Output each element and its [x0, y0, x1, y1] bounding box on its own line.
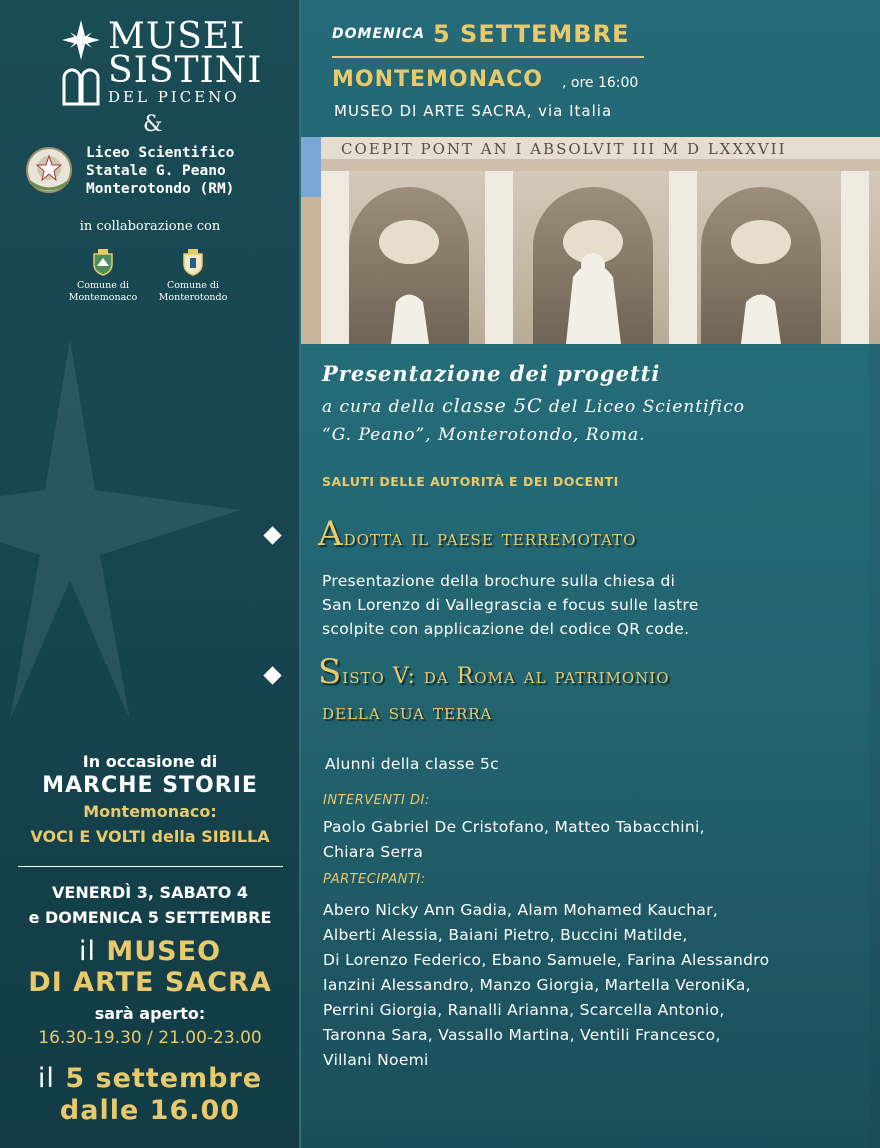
occasione-subtitle: VOCI E VOLTI della SIBILLA	[30, 827, 270, 846]
project1-title-text: dotta il paese terremotato	[343, 526, 637, 551]
dates-line1: VENERDÌ 3, SABATO 4	[52, 883, 248, 902]
left-divider	[18, 866, 283, 867]
partecipanti-label: PARTECIPANTI:	[323, 872, 426, 887]
comune-name: Monterotondo	[158, 292, 228, 303]
partecipanti-line: Ianzini Alessandro, Manzo Giorgia, Martella VeroniKa,	[323, 976, 751, 994]
header-underline	[332, 56, 644, 58]
partecipanti-line: Abero Nicky Ann Gadia, Alam Mohamed Kauchar,	[323, 901, 719, 919]
project1-desc2: San Lorenzo di Vallegrascia e focus sulle lastre	[322, 596, 699, 614]
occasione-intro: In occasione di	[82, 752, 218, 771]
ampersand: &	[143, 112, 163, 137]
interventi-line1: Paolo Gabriel De Cristofano, Matteo Tabacchini,	[323, 818, 705, 836]
project2-description: Alunni della classe 5c	[325, 755, 499, 773]
project2-title1: isto V: da Roma al patrimonio	[342, 664, 670, 689]
monument-photo	[301, 137, 880, 344]
liceo-line3: Monterotondo (RM)	[86, 181, 235, 197]
interventi-list	[323, 815, 705, 865]
big-date-time: dalle 16.00	[59, 1095, 241, 1126]
museo-name2: DI ARTE SACRA	[28, 967, 272, 998]
project1-cap: A	[318, 514, 344, 554]
montemonaco-crest-icon	[92, 248, 114, 276]
star-watermark-icon	[0, 340, 300, 760]
header-time: , ore 16:00	[562, 75, 639, 91]
comune-label: Comune di	[167, 280, 219, 291]
presentazione-subtitle	[322, 392, 745, 449]
logo-del-piceno: DEL PICENO	[108, 88, 240, 106]
museo-heading	[0, 936, 300, 998]
compass-star-icon	[58, 18, 104, 106]
partecipanti-line: Taronna Sara, Vassallo Martina, Ventili Francesco,	[323, 1026, 721, 1044]
dates-line2: e DOMENICA 5 SETTEMBRE	[28, 908, 272, 927]
logo-sistini: SISTINI	[108, 50, 263, 91]
left-column	[0, 0, 300, 1148]
header-day: DOMENICA	[332, 26, 426, 42]
comune-monterotondo	[148, 248, 238, 304]
musei-sistini-logo	[58, 16, 263, 108]
occasione-block	[0, 752, 300, 846]
comune-label: Comune di	[77, 280, 129, 291]
partecipanti-line: Perrini Giorgia, Ranalli Arianna, Scarcella Antonio,	[323, 1001, 725, 1019]
presentazione-title: Presentazione dei progetti	[322, 361, 661, 386]
partecipanti-line: Di Lorenzo Federico, Ebano Samuele, Farina Alessandro	[323, 951, 770, 969]
project1-desc1: Presentazione della brochure sulla chiesa di	[322, 572, 676, 590]
project2-title	[318, 654, 670, 731]
comune-montemonaco	[58, 248, 148, 304]
comune-name: Montemonaco	[68, 292, 138, 303]
photo-inscription: COEPIT PONT AN I ABSOLVIT III M D LXXXVII	[341, 140, 787, 158]
museo-prefix: il	[78, 936, 96, 967]
interventi-line2: Chiara Serra	[323, 843, 424, 861]
museo-name1: MUSEO	[106, 936, 222, 967]
collaborazione-label: in collaborazione con	[79, 219, 221, 234]
italian-emblem-icon	[24, 142, 74, 198]
project2-title2: della sua terra	[322, 700, 493, 725]
pres-sub-c: del Liceo Scientifico	[542, 397, 746, 417]
header-place: MUSEO DI ARTE SACRA, via Italia	[334, 102, 613, 120]
project1-title	[318, 514, 636, 554]
pres-sub-school: “G. Peano”, Monterotondo, Roma.	[322, 425, 646, 445]
partecipanti-list	[323, 898, 769, 1073]
partecipanti-line: Alberti Alessia, Baiani Pietro, Buccini Matilde,	[323, 926, 688, 944]
saluti-label: SALUTI DELLE AUTORITÀ E DEI DOCENTI	[322, 474, 619, 489]
big-date-prefix: il	[37, 1063, 55, 1094]
monterotondo-crest-icon	[182, 248, 204, 276]
project1-description	[322, 569, 699, 641]
header-town: MONTEMONACO	[332, 67, 543, 92]
pres-sub-class: classe 5C	[442, 395, 543, 417]
pres-sub-a: a cura della	[322, 397, 443, 417]
event-dates	[0, 880, 300, 930]
occasione-town: Montemonaco:	[83, 802, 217, 821]
partecipanti-line: Villani Noemi	[323, 1051, 429, 1069]
logo-musei: MUSEI	[108, 16, 246, 57]
interventi-label: INTERVENTI DI:	[323, 793, 430, 808]
aperto-label: sarà aperto:	[94, 1004, 206, 1023]
occasione-event: MARCHE STORIE	[42, 773, 258, 798]
project2-cap: S	[318, 652, 343, 692]
big-date-date: 5 settembre	[65, 1063, 263, 1094]
liceo-line1: Liceo Scientifico	[86, 145, 235, 161]
orari-text: 16.30-19.30 / 21.00-23.00	[38, 1028, 262, 1048]
header-date: 5 SETTEMBRE	[433, 20, 630, 48]
project1-desc3: scolpite con applicazione del codice QR code.	[322, 620, 690, 638]
big-date-block	[0, 1063, 300, 1127]
liceo-line2: Statale G. Peano	[86, 163, 226, 179]
liceo-block	[24, 142, 284, 202]
